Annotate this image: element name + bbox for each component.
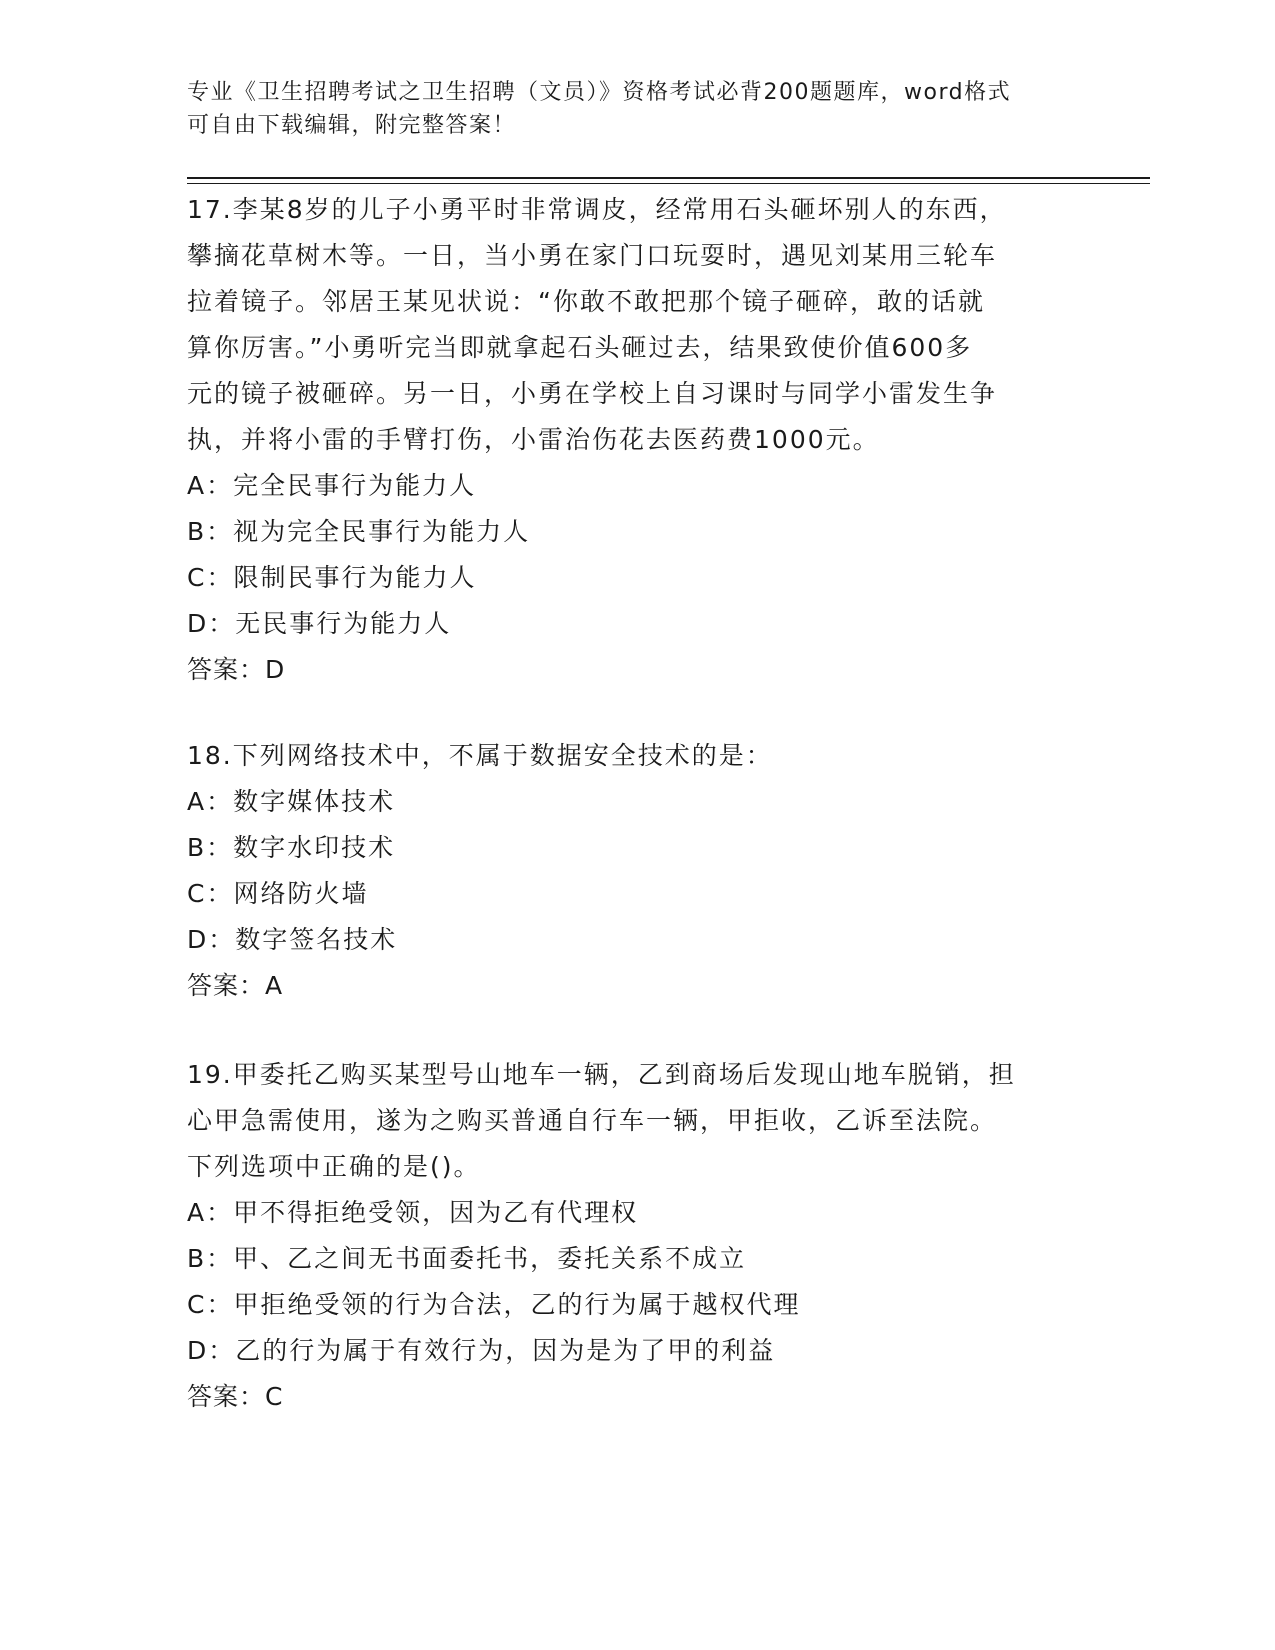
document-header xyxy=(187,76,1087,142)
question-19-option-a: A：甲不得拒绝受领，因为乙有代理权 xyxy=(187,1198,639,1227)
question-19-option-d: D：乙的行为属于有效行为，因为是为了甲的利益 xyxy=(187,1336,776,1365)
question-19-stem-line-3: 下列选项中正确的是()。 xyxy=(187,1152,481,1181)
header-divider-thin xyxy=(187,183,1150,184)
question-19-option-b: B：甲、乙之间无书面委托书，委托关系不成立 xyxy=(187,1244,747,1273)
question-17-stem-line-1: 17.李某8岁的儿子小勇平时非常调皮，经常用石头砸坏别人的东西， xyxy=(187,195,1007,224)
question-18-option-c: C：网络防火墙 xyxy=(187,879,369,908)
question-17-option-b: B：视为完全民事行为能力人 xyxy=(187,517,531,546)
question-17-stem-line-4: 算你厉害。”小勇听完当即就拿起石头砸过去，结果致使价值600多 xyxy=(187,333,973,362)
question-17-stem-line-5: 元的镜子被砸碎。另一日，小勇在学校上自习课时与同学小雷发生争 xyxy=(187,379,998,408)
question-19-answer: 答案：C xyxy=(187,1382,284,1411)
question-17-stem-line-6: 执，并将小雷的手臂打伤，小雷治伤花去医药费1000元。 xyxy=(187,425,880,454)
question-18-option-d: D：数字签名技术 xyxy=(187,925,398,954)
question-19 xyxy=(187,1052,1087,1420)
question-17-option-a: A：完全民事行为能力人 xyxy=(187,471,477,500)
question-17-option-d: D：无民事行为能力人 xyxy=(187,609,452,638)
question-17-stem-line-2: 攀摘花草树木等。一日，当小勇在家门口玩耍时，遇见刘某用三轮车 xyxy=(187,241,998,270)
question-17-answer: 答案：D xyxy=(187,655,286,684)
question-18-option-a: A：数字媒体技术 xyxy=(187,787,396,816)
question-19-stem-line-2: 心甲急需使用，遂为之购买普通自行车一辆，甲拒收，乙诉至法院。 xyxy=(187,1106,998,1135)
question-18-option-b: B：数字水印技术 xyxy=(187,833,396,862)
question-19-stem-line-1: 19.甲委托乙购买某型号山地车一辆，乙到商场后发现山地车脱销，担 xyxy=(187,1060,1016,1089)
header-line-2: 可自由下载编辑，附完整答案！ xyxy=(187,113,517,138)
question-18 xyxy=(187,733,1087,1009)
question-18-stem-line-1: 18.下列网络技术中，不属于数据安全技术的是： xyxy=(187,741,773,770)
question-19-option-c: C：甲拒绝受领的行为合法，乙的行为属于越权代理 xyxy=(187,1290,801,1319)
question-17 xyxy=(187,187,1087,693)
question-18-answer: 答案：A xyxy=(187,971,284,1000)
header-divider-thick xyxy=(187,177,1150,179)
question-17-stem-line-3: 拉着镜子。邻居王某见状说：“你敢不敢把那个镜子砸碎，敢的话就 xyxy=(187,287,985,316)
question-17-option-c: C：限制民事行为能力人 xyxy=(187,563,477,592)
header-line-1: 专业《卫生招聘考试之卫生招聘（文员）》资格考试必背200题题库，word格式 xyxy=(187,80,1012,105)
